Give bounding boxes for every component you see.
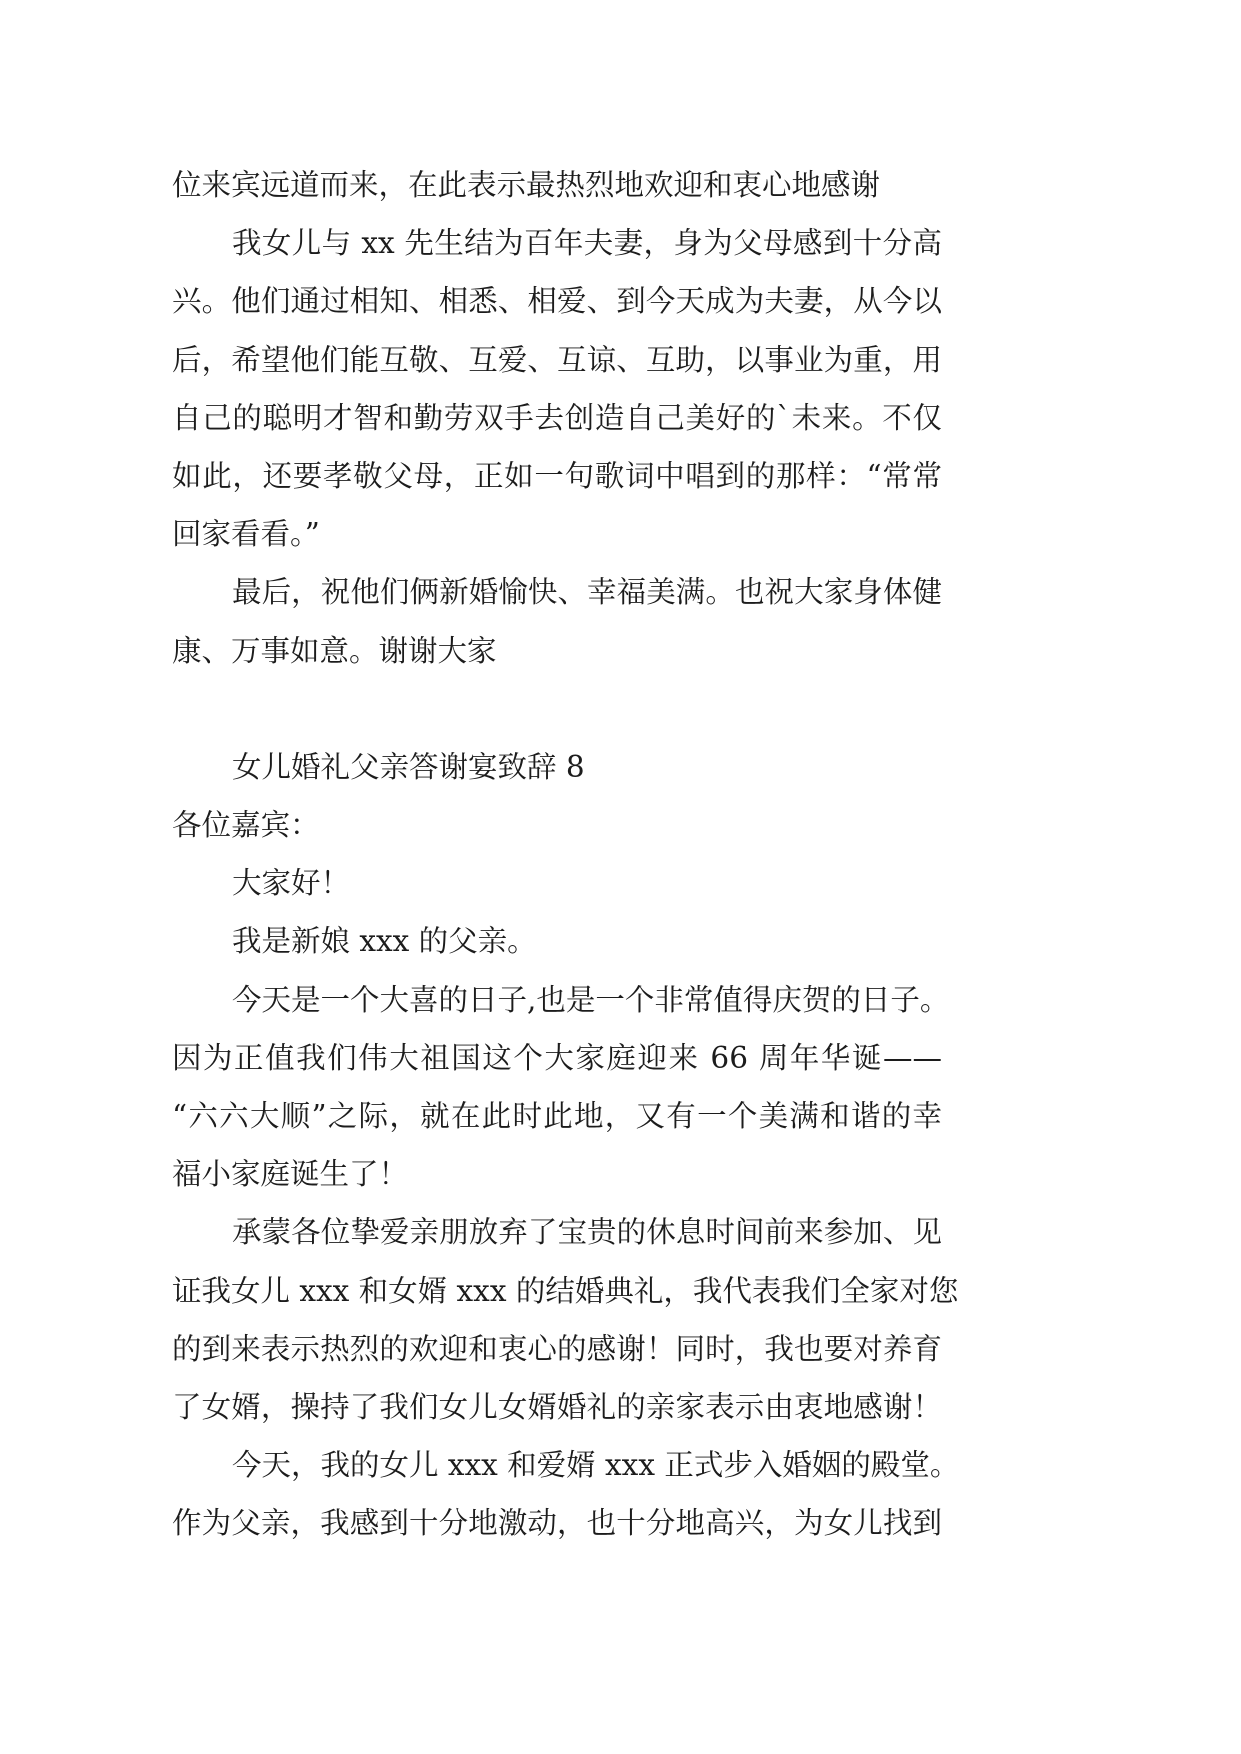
text-line: 后，希望他们能互敬、互爱、互谅、互助，以事业为重，用 <box>172 342 942 377</box>
text-line: 兴。他们通过相知、相悉、相爱、到今天成为夫妻，从今以 <box>172 284 942 319</box>
text-line: 福小家庭诞生了！ <box>172 1157 409 1192</box>
text-line: 了女婿，操持了我们女儿女婿婚礼的亲家表示由衷地感谢！ <box>172 1389 942 1424</box>
salutation: 各位嘉宾： <box>172 808 320 843</box>
text-line: 康、万事如意。谢谢大家 <box>172 633 497 668</box>
text-line: 自己的聪明才智和勤劳双手去创造自己美好的`未来。不仅 <box>172 400 942 435</box>
paragraph <box>172 1203 959 1436</box>
text-line: 作为父亲，我感到十分地激动，也十分地高兴，为女儿找到 <box>172 1506 942 1541</box>
text-line: “六六大顺”之际，就在此时此地，又有一个美满和谐的幸 <box>172 1099 942 1133</box>
text-line: 我女儿与 xx 先生结为百年夫妻，身为父母感到十分高 <box>232 226 942 261</box>
text-line: 最后，祝他们俩新婚愉快、幸福美满。也祝大家身体健 <box>232 575 942 610</box>
paragraph <box>172 912 942 970</box>
text-line: 今天，我的女儿 xxx 和爱婿 xxx 正式步入婚姻的殿堂。 <box>232 1448 960 1483</box>
paragraph <box>172 156 942 214</box>
text-line: 因为正值我们伟大祖国这个大家庭迎来 66 周年华诞—— <box>172 1040 942 1075</box>
text-line: 今天是一个大喜的日子,也是一个非常值得庆贺的日子。 <box>232 982 950 1017</box>
text-line: 位来宾远道而来，在此表示最热烈地欢迎和衷心地感谢 <box>172 168 881 202</box>
paragraph <box>172 563 942 679</box>
text-line: 如此，还要孝敬父母，正如一句歌词中唱到的那样：“常常 <box>172 458 942 493</box>
document-body <box>172 156 960 1553</box>
paragraph <box>172 854 942 912</box>
paragraph <box>172 1436 960 1552</box>
text-line: 的到来表示热烈的欢迎和衷心的感谢！同时，我也要对养育 <box>172 1331 942 1366</box>
previous-section <box>172 156 942 680</box>
text-line: 回家看看。” <box>172 517 320 552</box>
text-line: 承蒙各位挚爱亲朋放弃了宝贵的休息时间前来参加、见 <box>232 1215 942 1250</box>
speech-section <box>172 738 960 1553</box>
text-line: 证我女儿 xxx 和女婿 xxx 的结婚典礼，我代表我们全家对您 <box>172 1273 959 1308</box>
section-title: 女儿婚礼父亲答谢宴致辞 8 <box>232 749 585 784</box>
text-line: 我是新娘 xxx 的父亲。 <box>232 924 537 959</box>
text-line: 大家好！ <box>232 866 351 901</box>
blank-line <box>172 680 942 738</box>
paragraph <box>172 214 942 563</box>
paragraph <box>172 971 950 1204</box>
